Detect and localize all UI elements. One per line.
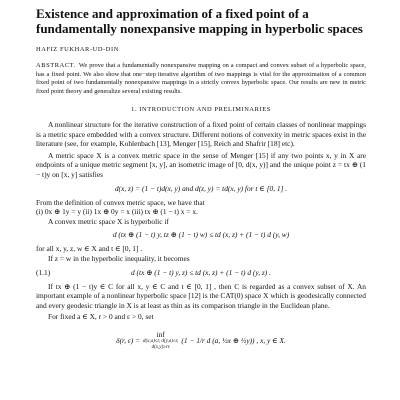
equation-4-sub-1: d(x,a)≤r, d(y,a)≤r,	[143, 339, 179, 345]
paragraph-5: for all x, y, z, w ∈ X and t ∈ [0, 1] .	[36, 244, 143, 254]
paper-title: Existence and approximation of a fixed point of a fundamentally nonexpansive mapping in hyperbolic spaces	[36, 6, 363, 36]
equation-2: d (tx ⊕ (1 − t) y, tz ⊕ (1 − t) w) ≤ td (x, z) + (1 − t) d (y, w)	[112, 230, 290, 240]
abstract	[36, 62, 366, 96]
equation-4-infimum	[143, 330, 178, 351]
paper-page	[36, 6, 366, 360]
paragraph-6: If z = w in the hyperbolic inequality, it becomes	[48, 253, 190, 263]
author-name: HAFIZ FUKHAR-UD-DIN	[36, 46, 119, 53]
paragraph-1: A nonlinear structure for the iterative construction of a fixed point of certain classes of nonlinear mappings is a metric space embedded with a convex structure. Different notions of convexity in metric spaces exist in the literature (see, for example, Kohlenbach [13], Menger [15], Reich and Shafrir [18] etc).	[36, 120, 366, 149]
paragraph-4: A convex metric space X is hyperbolic if	[48, 216, 169, 226]
paragraph-3b: (i) 0x ⊕ 1y = y (ii) 1x ⊕ 0y = x (iii) tx ⊕ (1 − t) x = x.	[36, 207, 198, 217]
equation-3	[36, 268, 366, 278]
equation-4	[36, 324, 366, 358]
paragraph-8: For fixed a ∈ X, r > 0 and ε > 0, set	[48, 312, 154, 322]
equation-1: d(x, z) = (1 − t)d(x, y) and d(z, y) = td(x, y) for t ∈ [0, 1] .	[114, 183, 288, 193]
equation-4-inf: inf	[156, 330, 165, 340]
equation-4-sub-2: d(x,y)≥rε	[151, 345, 170, 351]
equation-4-lhs: δ(r, ε) =	[116, 336, 140, 346]
paragraph-7: If tx ⊕ (1 − t)y ∈ C for all x, y ∈ C and t ∈ [0, 1] , then C is regarded as a convex subset of X. An important example of a nonlinear hyperbolic space [12] is the CAT(0) space X which is geodesically connected and every geodesic triangle in X is at least as thin as its comparison triangle in the Euclidean plane.	[36, 281, 366, 310]
abstract-label: ABSTRACT.	[36, 62, 76, 69]
equation-number: (1.1)	[36, 267, 51, 277]
paragraph-3: From the definition of convex metric space, we have that	[36, 197, 205, 207]
paragraph-2: A metric space X is a convex metric space in the sense of Menger [15] if any two points x, y in X are endpoints of a unique metric segment [x, y], an isometric image of [0, d(x, y)] and the unique point z = tx ⊕ (1 − t)y on [x, y] satisfies	[36, 150, 366, 179]
section-heading: 1. INTRODUCTION AND PRELIMINARIES	[131, 106, 271, 113]
abstract-text: We prove that a fundamentally nonexpansive mapping on a compact and convex subset of a hyperbolic space, has a fixed point. We also show that one−step iterative algorithm of two mappings is vital for the approximation of a common fixed point of two fundamentally nonexpansive mappings in a strictly convex hyperbolic space. Our results are new in metric fixed point theory and generalize several existing results.	[36, 62, 366, 95]
equation-4-rhs: (1 − 1/r d (a, ½x ⊕ ½y)) , x, y ∈ X.	[181, 336, 286, 346]
equation-3-body: d (tx ⊕ (1 − t) y, z) ≤ td (x, z) + (1 − t) d (y, z) .	[131, 267, 271, 277]
